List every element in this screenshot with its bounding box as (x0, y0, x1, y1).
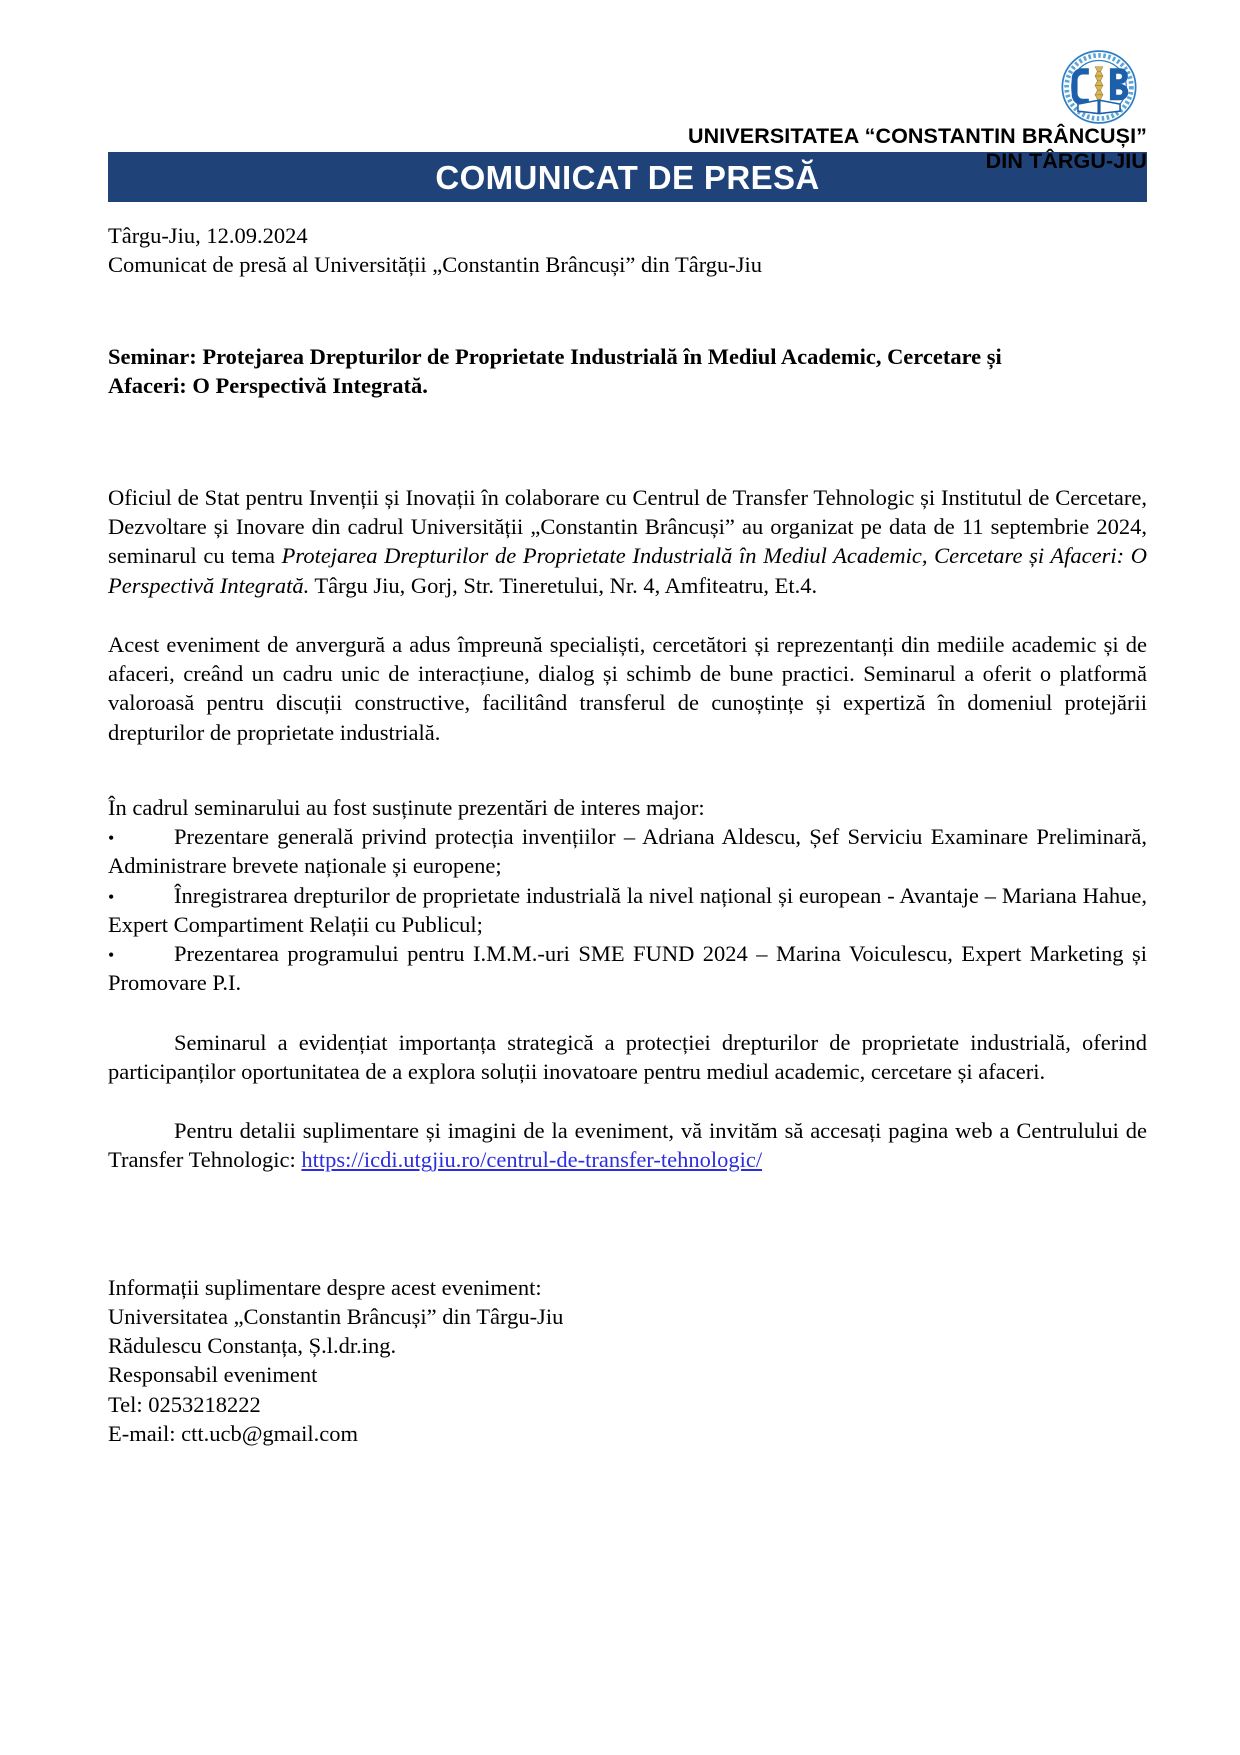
contact-block (108, 1273, 1147, 1449)
contact-person: Rădulescu Constanța, Ș.l.dr.ing. (108, 1333, 397, 1359)
contact-heading: Informații suplimentare despre acest eveniment: (108, 1274, 542, 1300)
bullet-item-1 (108, 822, 1147, 881)
bullet-marker-icon: • (108, 945, 115, 966)
contact-phone: Tel: 0253218222 (108, 1391, 261, 1417)
banner-title: COMUNICAT DE PRESĂ (435, 158, 820, 196)
seminar-title (108, 342, 1147, 401)
link-paragraph (108, 1116, 1147, 1175)
place-date-line: Târgu-Jiu, 12.09.2024 (108, 223, 308, 248)
university-name-line2: DIN TÂRGU-JIU (985, 149, 1147, 174)
university-name (0, 124, 1147, 175)
seminar-title-line2: Afaceri: O Perspectivă Integrată. (108, 373, 428, 399)
conclusion-paragraph: Seminarul a evidențiat importanța strategică a protecției drepturilor de proprietate industrială, oferind participanților oportunitatea de a explora soluții inovatoare pentru mediul academic, cercetare și afaceri. (108, 1029, 1147, 1084)
bullet-marker-icon: • (108, 886, 115, 907)
meta-block (108, 221, 1147, 280)
intro-part-1: Oficiul de Stat pentru Invenții și Inovații în colaborare cu Centrul de Transfer Tehnologic și Institutul de Cercetare, Dezvoltare și Inovare din cadrul Universității „Constantin Brâncuși” au organizat pe data de 11 septembrie 2024, seminarul cu tema (108, 484, 1147, 569)
intro-part-2: Târgu Jiu, Gorj, Str. Tineretului, Nr. 4, Amfiteatru, Et.4. (309, 572, 818, 598)
bullet-marker-icon: • (108, 828, 115, 849)
document-header (0, 0, 1240, 174)
intro-paragraph (108, 483, 1147, 600)
university-name-line1: UNIVERSITATEA “CONSTANTIN BRÂNCUȘI” (688, 124, 1147, 148)
ucb-crest-logo-icon (1051, 48, 1147, 126)
bullet-item-3 (108, 939, 1147, 998)
link-lead-text: Pentru detalii suplimentare și imagini de la eveniment, vă invităm să accesați pagina web a Centrulului de Transfer Tehnologic: (108, 1118, 1147, 1173)
contact-university: Universitatea „Constantin Brâncuși” din Târgu-Jiu (108, 1303, 564, 1329)
second-paragraph: Acest eveniment de anvergură a adus împreună specialiști, cercetători și reprezentanți din mediile academic și de afaceri, creând un cadru unic de interacțiune, dialog și schimb de bune practici. Seminarul a oferit o platformă valoroasă pentru discuții constructive, facilitând transferul de cunoștințe și expertiză în domeniul protejării drepturilor de proprietate industrială. (108, 631, 1147, 745)
bullet-item-2-text: Înregistrarea drepturilor de proprietate industrială la nivel național și european - Avantaje – Mariana Hahue, Expert Compartiment Relații cu Publicul; (108, 882, 1147, 937)
bullet-item-3-text: Prezentarea programului pentru I.M.M.-uri SME FUND 2024 – Marina Voiculescu, Expert Marketing și Promovare P.I. (108, 941, 1147, 996)
subtitle-line: Comunicat de presă al Universității „Constantin Brâncuși” din Târgu-Jiu (108, 252, 763, 278)
list-intro: În cadrul seminarului au fost susținute prezentări de interes major: (108, 794, 705, 820)
contact-email: E-mail: ctt.ucb@gmail.com (108, 1420, 359, 1446)
intro-italic-title: Protejarea Drepturilor de Proprietate Industrială în Mediul Academic, Cercetare și Afaceri: O Perspectivă Integrată. (108, 543, 1147, 598)
bullet-item-1-text: Prezentare generală privind protecția invențiilor – Adriana Aldescu, Șef Serviciu Examinare Preliminară, Administrare brevete naționale și europene; (108, 824, 1147, 879)
document-body (108, 221, 1147, 1448)
contact-role: Responsabil eveniment (108, 1362, 318, 1388)
ctt-website-link[interactable]: https://icdi.utgjiu.ro/centrul-de-transfer-tehnologic/ (301, 1147, 763, 1173)
seminar-title-line1: Seminar: Protejarea Drepturilor de Proprietate Industrială în Mediul Academic, Cercetare și (108, 343, 1002, 369)
bullet-item-2 (108, 881, 1147, 940)
